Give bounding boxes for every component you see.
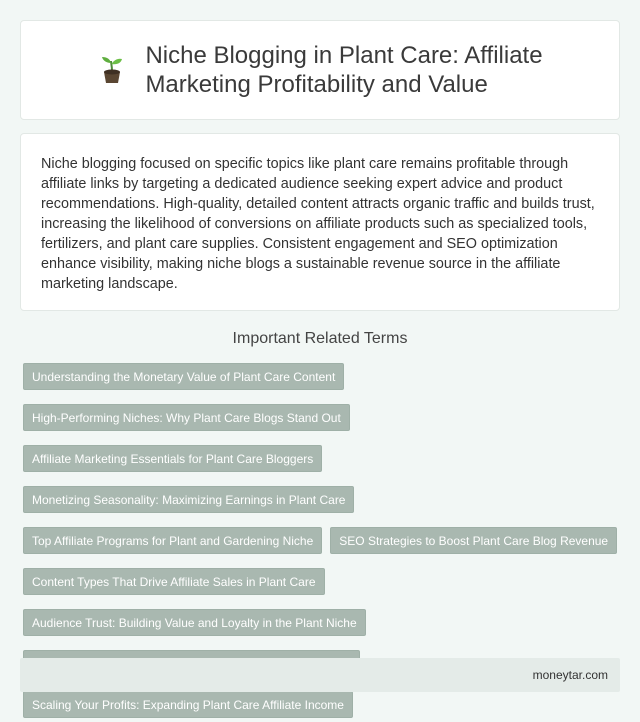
footer-site-link[interactable]: moneytar.com: [532, 668, 608, 682]
term-tag[interactable]: SEO Strategies to Boost Plant Care Blog Revenue: [330, 527, 617, 554]
related-terms-heading: Important Related Terms: [232, 330, 408, 347]
header-inner: [97, 41, 542, 99]
term-tag[interactable]: High-Performing Niches: Why Plant Care Blogs Stand Out: [23, 404, 350, 431]
seedling-icon: [97, 55, 127, 85]
term-tag[interactable]: Content Types That Drive Affiliate Sales in Plant Care: [23, 568, 325, 595]
page-title: [145, 41, 542, 99]
title-line-2: Marketing Profitability and Value: [145, 71, 488, 98]
footer-bar: [20, 658, 620, 692]
term-tag[interactable]: Scaling Your Profits: Expanding Plant Care Affiliate Income: [23, 691, 353, 718]
header-card: [20, 20, 620, 120]
title-line-1: Niche Blogging in Plant Care: Affiliate: [145, 42, 543, 69]
term-tag[interactable]: Top Affiliate Programs for Plant and Gardening Niche: [23, 527, 322, 554]
description-card: [20, 133, 620, 311]
term-tag[interactable]: Affiliate Marketing Essentials for Plant Care Bloggers: [23, 445, 322, 472]
term-tag[interactable]: Audience Trust: Building Value and Loyalty in the Plant Niche: [23, 609, 366, 636]
term-tag[interactable]: Monetizing Seasonality: Maximizing Earnings in Plant Care: [23, 486, 354, 513]
term-tag[interactable]: Understanding the Monetary Value of Plant Care Content: [23, 363, 344, 390]
description-text: Niche blogging focused on specific topics like plant care remains profitable through affiliate links by targeting a dedicated audience seeking expert advice and product recommendations. High-quality, detailed content attracts organic traffic and builds trust, increasing the likelihood of conversions on affiliate products such as specialized tools, fertilizers, and plant care supplies. Consistent engagement and SEO optimization enhance visibility, making niche blogs a sustainable revenue source in the affiliate marketing landscape.: [41, 156, 595, 292]
